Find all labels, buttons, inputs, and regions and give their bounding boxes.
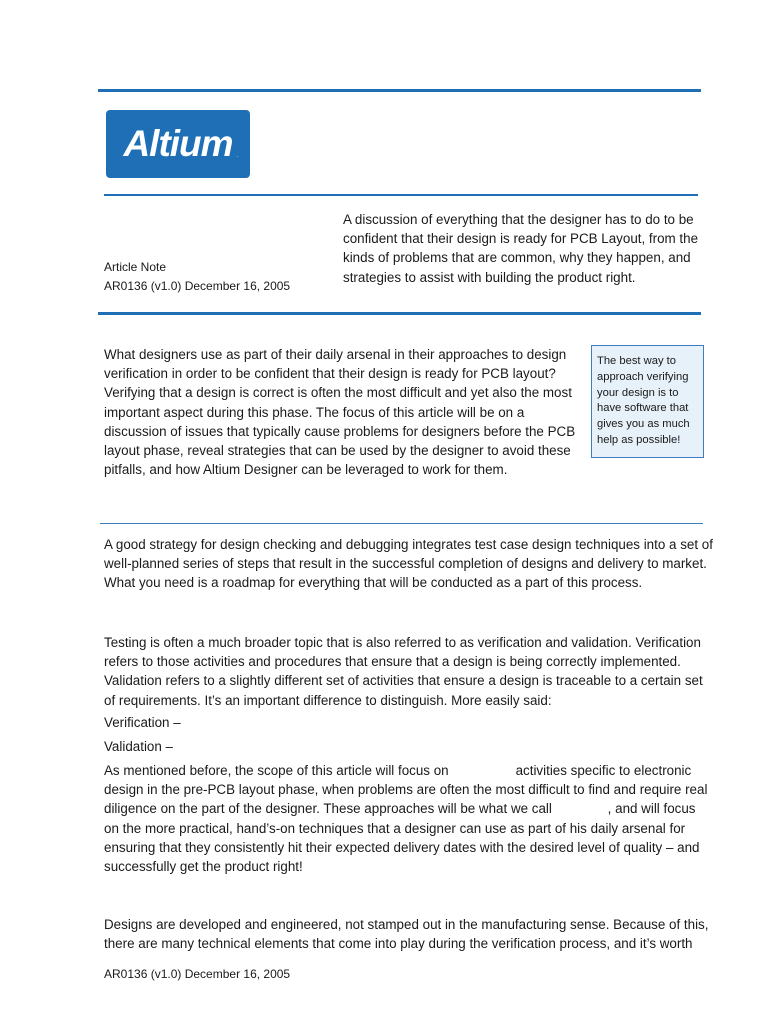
intro-summary: A discussion of everything that the designer has to do to be confident that their design is ready for PCB Layout, from the kinds of problems that are common, why they happen, and strategies to assist with building the product right. [343,212,699,285]
article-type: Article Note [104,260,167,274]
paragraph-designs: Designs are developed and engineered, not stamped out in the manufacturing sense. Because of this, there are many technical elements that come into play during the verification process, and it’s worth [104,917,709,952]
section-divider [100,523,703,524]
altium-logo [106,110,250,178]
top-rule [98,89,701,92]
validation-label: Validation – [104,739,173,754]
verification-label: Verification – [104,715,181,730]
callout-text: The best way to approach verifying your design is to have software that gives you as much help as possible! [597,355,690,446]
logo-text: Altium [123,123,233,164]
header-bottom-rule [98,312,701,315]
page-footer: AR0136 (v1.0) December 16, 2005 [104,967,291,981]
callout-box [591,345,704,458]
paragraph-testing: Testing is often a much broader topic that is also referred to as verification and validation. Verification refers to those activities and procedures that ensure that a design is being correctly implemented. Validation refers to a slightly different set of activities that ensure a design is traceable to a certain set of requirements. It’s an important difference to distinguish. More easily said: [104,635,703,708]
paragraph-strategy: A good strategy for design checking and debugging integrates test case design techniques into a set of well-planned series of steps that result in the successful completion of designs and delivery to market. What you need is a roadmap for everything that will be conducted as a part of this process. [104,537,713,591]
paragraph-intro: What designers use as part of their daily arsenal in their approaches to design verification in order to be confident that their design is ready for PCB layout? Verifying that a design is correct is often the most difficult and yet also the most important aspect during this phase. The focus of this article will be on a discussion of issues that typically cause problems for designers before the PCB layout phase, reveal strategies that can be used by the designer to avoid these pitfalls, and how Altium Designer can be leveraged to work for them. [104,347,576,478]
logo-tm: . [236,153,238,159]
paragraph-scope: As mentioned before, the scope of this article will focus on activities specific to electronic design in the pre-PCB layout phase, when problems are often the most difficult to find and require real diligence on the part of the designer. These approaches will be what we call , and will focus on the more practical, hand’s-on techniques that a designer can use as part of his daily arsenal for ensuring that they consistently hit their expected delivery dates with the desired level of quality – and successfully get the product right! [104,763,712,875]
header-top-rule [104,194,698,196]
article-id: AR0136 (v1.0) December 16, 2005 [104,279,291,293]
